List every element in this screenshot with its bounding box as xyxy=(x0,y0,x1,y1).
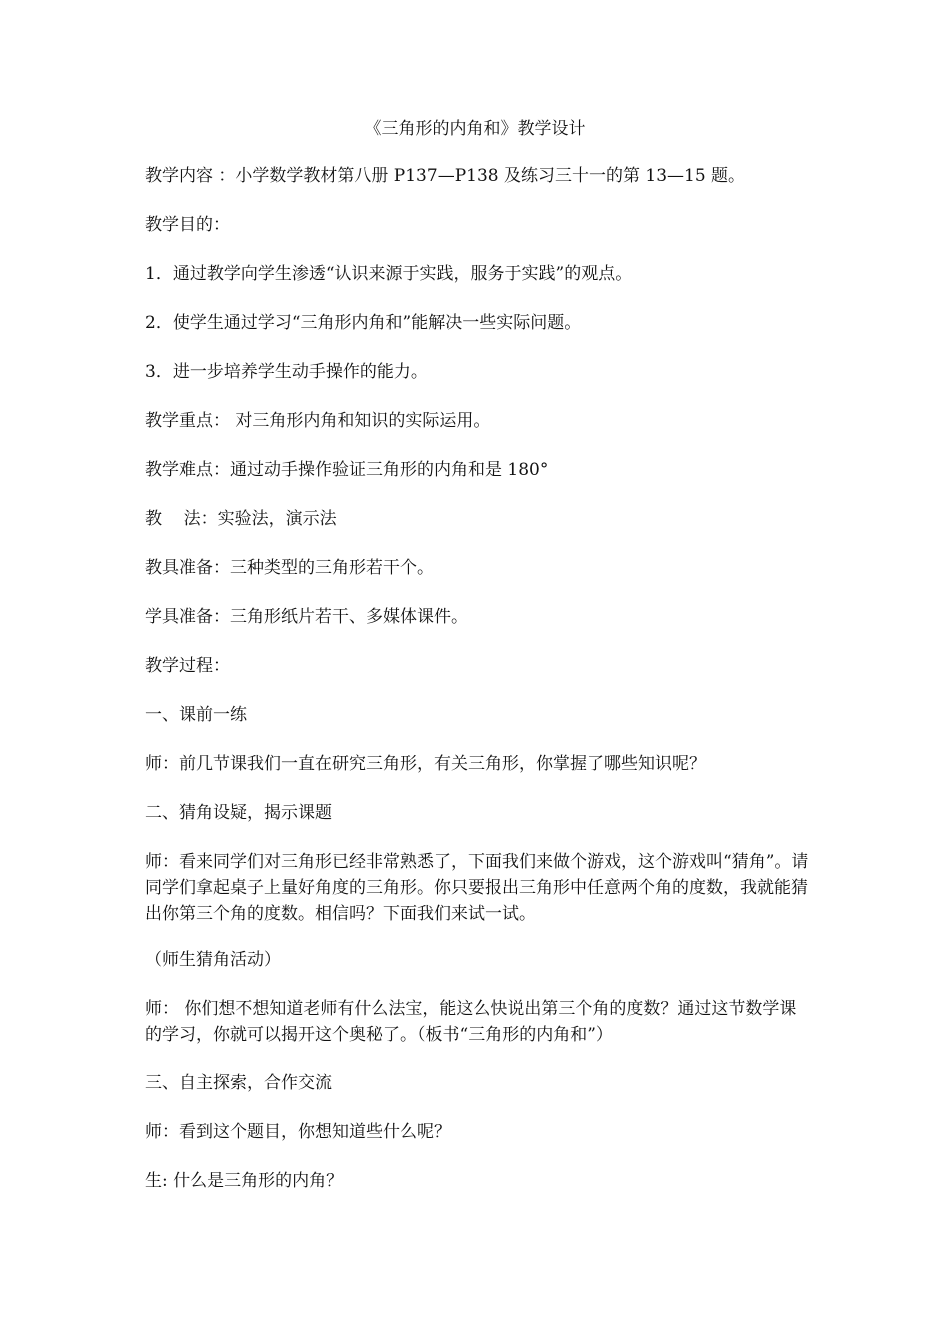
paragraph-activity: （师生猜角活动） xyxy=(145,950,281,970)
paragraph-key-point: 教学重点： 对三角形内角和知识的实际运用。 xyxy=(145,411,491,431)
paragraph-teaching-goals-heading: 教学目的： xyxy=(145,215,230,235)
paragraph-teacher-question-2: 师：看到这个题目，你想知道些什么呢？ xyxy=(145,1122,451,1142)
paragraph-student-question: 生: 什么是三角形的内角？ xyxy=(145,1171,344,1191)
section-heading-2: 二、猜角设疑，揭示课题 xyxy=(145,803,332,823)
paragraph-teacher-game: 师：看来同学们对三角形已经非常熟悉了，下面我们来做个游戏，这个游戏叫“猜角”。请同学们拿起桌子上量好角度的三角形。你只要报出三角形中任意两个角的度数，我就能猜出你第三个角的度数。相信吗？下面我们来试一试。 xyxy=(145,852,809,924)
paragraph-goal-3: 3．进一步培养学生动手操作的能力。 xyxy=(145,362,428,382)
paragraph-teacher-secret: 师： 你们想不想知道老师有什么法宝，能这么快说出第三个角的度数？通过这节数学课的学习，你就可以揭开这个奥秘了。（板书“三角形的内角和”） xyxy=(145,999,797,1045)
paragraph-goal-2: 2．使学生通过学习“三角形内角和”能解决一些实际问题。 xyxy=(145,313,582,333)
paragraph-teaching-content: 教学内容 ：小学数学教材第八册 P137—P138 及练习三十一的第 13—15 题。 xyxy=(145,166,746,186)
section-heading-1: 一、课前一练 xyxy=(145,705,247,725)
document-title: 《三角形的内角和》教学设计 xyxy=(364,119,586,139)
section-heading-3: 三、自主探索，合作交流 xyxy=(145,1073,332,1093)
paragraph-learning-aids: 学具准备：三角形纸片若干、多媒体课件。 xyxy=(145,607,468,627)
paragraph-difficult-point: 教学难点：通过动手操作验证三角形的内角和是 180° xyxy=(145,460,549,480)
paragraph-goal-1: 1．通过教学向学生渗透“认识来源于实践，服务于实践”的观点。 xyxy=(145,264,633,284)
paragraph-teaching-process: 教学过程： xyxy=(145,656,230,676)
paragraph-teaching-method: 教 法：实验法，演示法 xyxy=(145,509,337,529)
paragraph-teaching-aids: 教具准备：三种类型的三角形若干个。 xyxy=(145,558,434,578)
paragraph-teacher-question-1: 师：前几节课我们一直在研究三角形，有关三角形，你掌握了哪些知识呢？ xyxy=(145,754,706,774)
